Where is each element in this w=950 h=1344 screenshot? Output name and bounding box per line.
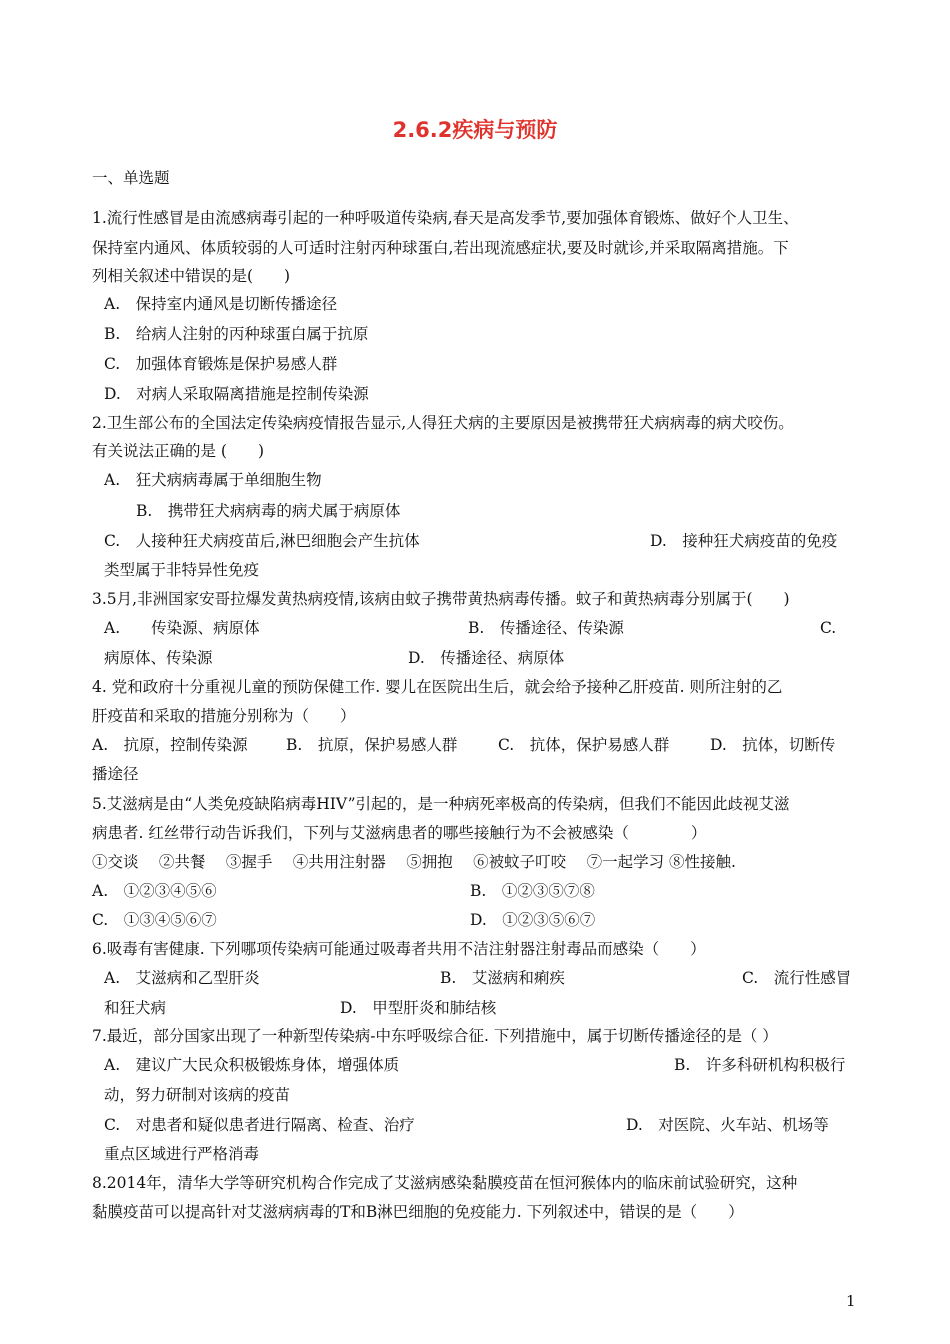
q4-option-c[interactable]: C. 抗体，保护易感人群 bbox=[498, 736, 670, 754]
q1-option-c[interactable]: C. 加强体育锻炼是保护易感人群 bbox=[104, 355, 338, 373]
q1-option-d[interactable]: D. 对病人采取隔离措施是控制传染源 bbox=[104, 385, 369, 403]
q3-option-b[interactable]: B. 传播途径、传染源 bbox=[468, 619, 624, 637]
q8-line-1: 8.2014年，清华大学等研究机构合作完成了艾滋病感染黏膜疫苗在恒河猴体内的临床前试验研究，这种 bbox=[92, 1174, 798, 1192]
q4-line-1: 4. 党和政府十分重视儿童的预防保健工作. 婴儿在医院出生后，就会给予接种乙肝疫苗. 则所注射的乙 bbox=[92, 678, 783, 696]
q3-option-a[interactable]: A. 传染源、病原体 bbox=[104, 619, 260, 637]
q2-option-a[interactable]: A. 狂犬病病毒属于单细胞生物 bbox=[104, 471, 322, 489]
q6-option-a[interactable]: A. 艾滋病和乙型肝炎 bbox=[104, 969, 260, 987]
q2-line-1: 2.卫生部公布的全国法定传染病疫情报告显示,人得狂犬病的主要原因是被携带狂犬病病毒的病犬咬伤。 bbox=[92, 414, 794, 432]
q7-option-d-cont: 重点区域进行严格消毒 bbox=[104, 1145, 260, 1163]
q7-option-a[interactable]: A. 建议广大民众积极锻炼身体，增强体质 bbox=[104, 1056, 400, 1074]
q2-option-d-cont: 类型属于非特异性免疫 bbox=[104, 561, 260, 579]
q5-option-c[interactable]: C. ①③④⑤⑥⑦ bbox=[92, 911, 217, 929]
q6-line-1: 6.吸毒有害健康. 下列哪项传染病可能通过吸毒者共用不洁注射器注射毒品而感染（ ） bbox=[92, 940, 706, 958]
q7-option-b[interactable]: B. 许多科研机构积极行 bbox=[674, 1056, 846, 1074]
q4-option-d-cont: 播途径 bbox=[92, 765, 139, 783]
q8-line-2: 黏膜疫苗可以提高针对艾滋病病毒的T和B淋巴细胞的免疫能力. 下列叙述中，错误的是（ ） bbox=[92, 1203, 744, 1221]
q7-option-c[interactable]: C. 对患者和疑似患者进行隔离、检查、治疗 bbox=[104, 1116, 415, 1134]
q5-option-d[interactable]: D. ①②③⑤⑥⑦ bbox=[470, 911, 596, 929]
q2-option-d[interactable]: D. 接种狂犬病疫苗的免疫 bbox=[650, 532, 838, 550]
q5-line-3: ①交谈 ②共餐 ③握手 ④共用注射器 ⑤拥抱 ⑥被蚊子叮咬 ⑦一起学习 ⑧性接触. bbox=[92, 853, 736, 871]
q2-option-c[interactable]: C. 人接种狂犬病疫苗后,淋巴细胞会产生抗体 bbox=[104, 532, 420, 550]
q5-line-2: 病患者. 红丝带行动告诉我们，下列与艾滋病患者的哪些接触行为不会被感染（ ） bbox=[92, 824, 707, 842]
q2-option-b[interactable]: B. 携带狂犬病病毒的病犬属于病原体 bbox=[136, 502, 401, 520]
q5-option-b[interactable]: B. ①②③⑤⑦⑧ bbox=[470, 882, 595, 900]
q1-line-1: 1.流行性感冒是由流感病毒引起的一种呼吸道传染病,春天是高发季节,要加强体育锻炼、做好个人卫生、 bbox=[92, 209, 799, 227]
section-heading: 一、单选题 bbox=[92, 169, 170, 187]
q1-line-3: 列相关叙述中错误的是( ) bbox=[92, 267, 291, 285]
q4-line-2: 肝疫苗和采取的措施分别称为（ ） bbox=[92, 707, 356, 725]
q3-option-d[interactable]: D. 传播途径、病原体 bbox=[408, 649, 565, 667]
q2-line-2: 有关说法正确的是 ( ) bbox=[92, 442, 265, 460]
q3-line-1: 3.5月,非洲国家安哥拉爆发黄热病疫情,该病由蚊子携带黄热病毒传播。蚊子和黄热病毒分别属于( ) bbox=[92, 590, 790, 608]
q6-option-c-cont: 和狂犬病 bbox=[104, 999, 167, 1017]
q3-option-c-cont: 病原体、传染源 bbox=[104, 649, 213, 667]
page-number: 1 bbox=[846, 1292, 856, 1310]
q6-option-c[interactable]: C. 流行性感冒 bbox=[742, 969, 852, 987]
q4-option-d[interactable]: D. 抗体，切断传 bbox=[710, 736, 836, 754]
q1-line-2: 保持室内通风、体质较弱的人可适时注射丙种球蛋白,若出现流感症状,要及时就诊,并采取隔离措施。下 bbox=[92, 239, 789, 257]
q4-option-b[interactable]: B. 抗原，保护易感人群 bbox=[286, 736, 458, 754]
q3-option-c[interactable]: C. bbox=[820, 619, 837, 637]
q6-option-b[interactable]: B. 艾滋病和痢疾 bbox=[440, 969, 565, 987]
q7-option-d[interactable]: D. 对医院、火车站、机场等 bbox=[626, 1116, 829, 1134]
q1-option-a[interactable]: A. 保持室内通风是切断传播途径 bbox=[104, 295, 338, 313]
q7-line-1: 7.最近，部分国家出现了一种新型传染病-中东呼吸综合征. 下列措施中，属于切断传播途径的是（ ） bbox=[92, 1027, 778, 1045]
q5-line-1: 5.艾滋病是由“人类免疫缺陷病毒HIV”引起的，是一种病死率极高的传染病，但我们不能因此歧视艾滋 bbox=[92, 795, 790, 813]
q5-option-a[interactable]: A. ①②③④⑤⑥ bbox=[92, 882, 217, 900]
q7-option-b-cont: 动，努力研制对该病的疫苗 bbox=[104, 1086, 291, 1104]
q6-option-d[interactable]: D. 甲型肝炎和肺结核 bbox=[340, 999, 497, 1017]
q1-option-b[interactable]: B. 给病人注射的丙种球蛋白属于抗原 bbox=[104, 325, 369, 343]
page-title: 2.6.2疾病与预防 bbox=[392, 118, 558, 142]
q4-option-a[interactable]: A. 抗原，控制传染源 bbox=[92, 736, 248, 754]
